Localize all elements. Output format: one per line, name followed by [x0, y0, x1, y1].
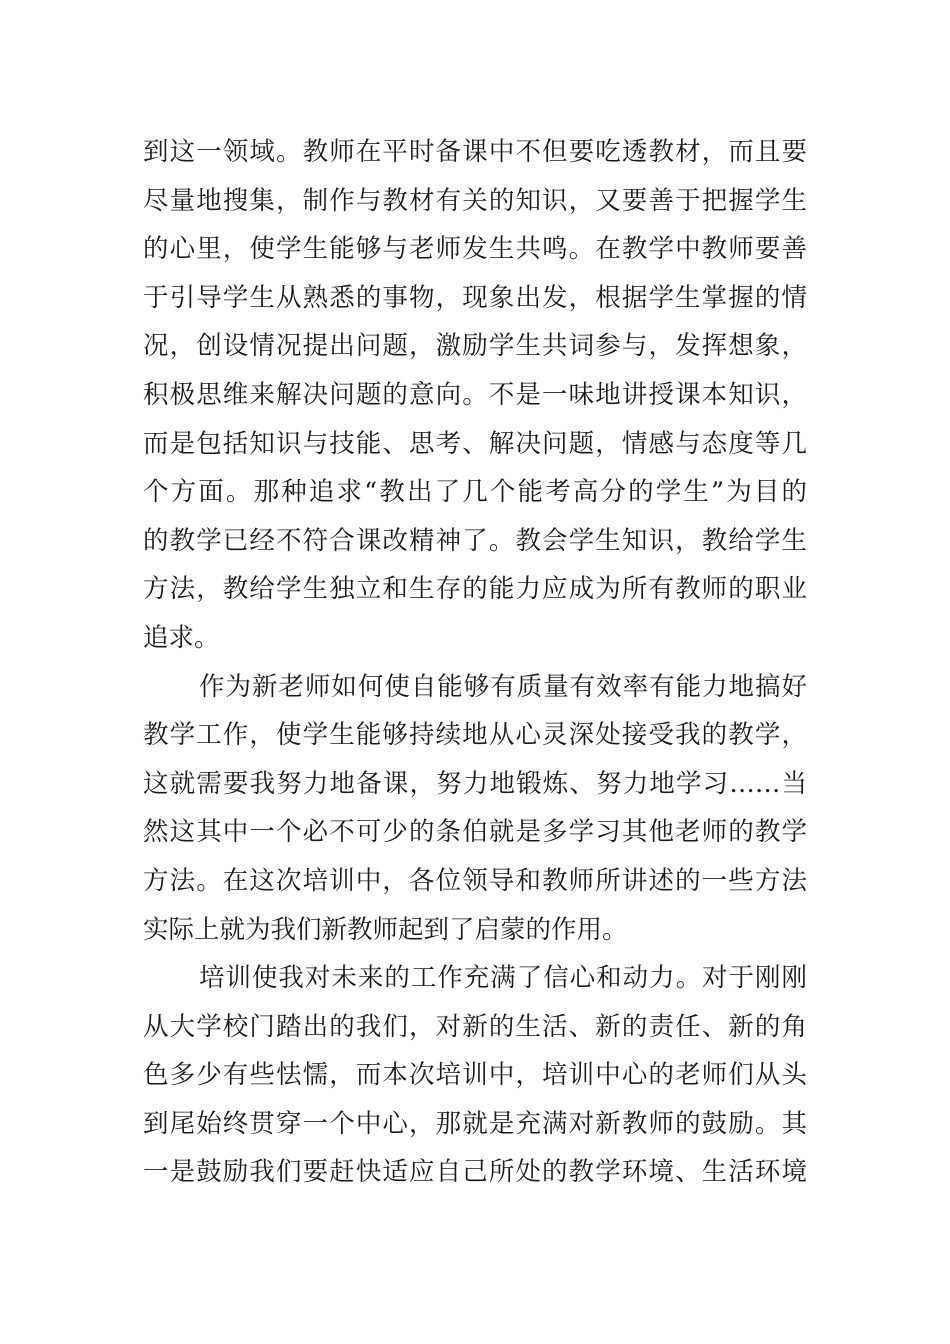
text-line: 一是鼓励我们要赶快适应自己所处的教学环境、生活环境 [143, 1157, 807, 1188]
text-line: 到尾始终贯穿一个中心，那就是充满对新教师的鼓励。其 [143, 1108, 807, 1139]
text-line: 教学工作，使学生能够持续地从心灵深处接受我的教学， [143, 720, 807, 751]
text-line: 积极思维来解决问题的意向。不是一味地讲授课本知识， [143, 379, 807, 410]
text-line: 尽量地搜集，制作与教材有关的知识，又要善于把握学生 [143, 185, 807, 216]
body-text [143, 128, 807, 1197]
text-line: 方法，教给学生独立和生存的能力应成为所有教师的职业 [143, 574, 807, 605]
text-line: 色多少有些怯懦，而本次培训中，培训中心的老师们从头 [143, 1060, 807, 1091]
text-line: 这就需要我努力地备课，努力地锻炼、努力地学习……当 [143, 768, 807, 799]
text-line: 而是包括知识与技能、思考、解决问题，情感与态度等几 [143, 428, 807, 459]
text-line: 于引导学生从熟悉的事物，现象出发，根据学生掌握的情 [143, 282, 807, 313]
text-line: 况，创设情况提出问题，激励学生共词参与，发挥想象， [143, 331, 807, 362]
text-line: 到这一领域。教师在平时备课中不但要吃透教材，而且要 [143, 137, 807, 167]
text-line: 方法。在这次培训中，各位领导和教师所讲述的一些方法 [143, 865, 807, 896]
text-line: 从大学校门踏出的我们，对新的生活、新的责任、新的角 [143, 1011, 807, 1042]
text-line: 作为新老师如何使自能够有质量有效率有能力地搞好 [199, 671, 807, 702]
text-line: 然这其中一个必不可少的条伯就是多学习其他老师的教学 [143, 817, 807, 848]
text-line: 追求。 [143, 622, 220, 653]
text-line: 的教学已经不符合课改精神了。教会学生知识，教给学生 [143, 525, 807, 556]
text-line: 实际上就为我们新教师起到了启蒙的作用。 [143, 914, 628, 945]
text-line: 个方面。那种追求“教出了几个能考高分的学生”为目的 [143, 477, 807, 508]
text-line: 的心里，使学生能够与老师发生共鸣。在教学中教师要善 [143, 234, 807, 265]
text-line: 培训使我对未来的工作充满了信心和动力。对于刚刚 [199, 963, 807, 994]
